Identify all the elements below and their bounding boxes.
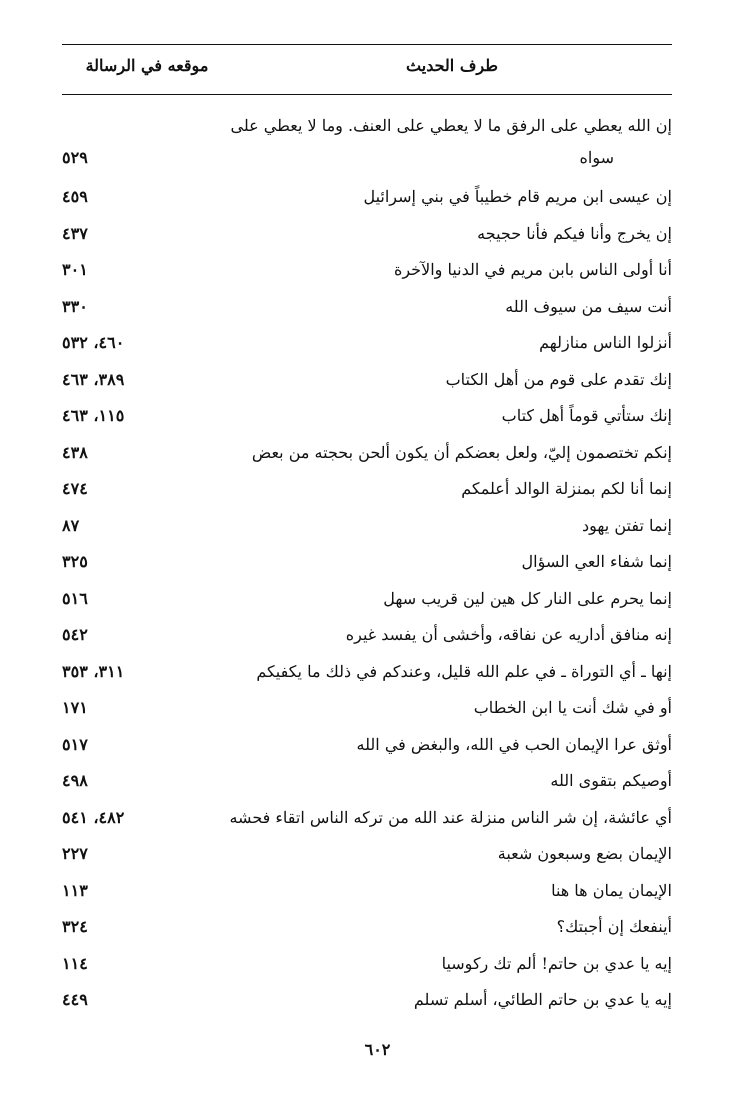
hadith-term: إن عيسى ابن مريم قام خطيباً في بني إسرائيل [363,187,672,206]
hadith-term: أنت سيف من سيوف الله [505,296,672,316]
table-row [62,508,672,545]
table-row [62,179,672,216]
hadith-location: ٨٧ [62,515,80,535]
hadith-term: إنك ستأتي قوماً أهل كتاب [501,406,672,425]
table-row [62,110,672,179]
hadith-location: ٥١٦ [62,588,88,608]
table-row [62,654,672,691]
hadith-term: إيه يا عدي بن حاتم! ألم تك ركوسيا [441,953,672,973]
hadith-location: ٣٨٩، ٤٦٣ [62,369,125,389]
location-column-header: موقعه في الرسالة [85,56,209,75]
hadith-term: أينفعك إن أجبتك؟ [556,917,672,936]
hadith-term: الإيمان يمان ها هنا [551,880,672,900]
table-header [62,56,672,88]
hadith-location: ٤٥٩ [62,187,88,206]
hadith-term: أنا أولى الناس بابن مريم في الدنيا والآخرة [393,260,672,279]
table-row [62,873,672,910]
table-row [62,727,672,764]
hadith-term: أو في شك أنت يا ابن الخطاب [473,698,672,717]
hadith-term: إيه يا عدي بن حاتم الطائي، أسلم تسلم [413,990,672,1009]
hadith-term: إن يخرج وأنا فيكم فأنا حجيجه [477,223,672,243]
hadith-term: إنما يحرم على النار كل هين لين قريب سهل [383,588,672,608]
table-row [62,982,672,1019]
term-column-header: طرف الحديث [406,56,498,75]
hadith-term: أوثق عرا الإيمان الحب في الله، والبغض في الله [356,734,672,754]
hadith-location: ٤٤٩ [62,990,88,1009]
hadith-location: ٣١١، ٣٥٣ [62,661,125,681]
page-number: ٦٠٢ [364,1040,391,1059]
table-row [62,471,672,508]
hadith-location: ٥٤٢ [62,625,88,644]
hadith-term: إنها ـ أي التوراة ـ في علم الله قليل، وعندكم في ذلك ما يكفيكم [256,661,672,681]
hadith-location: ٥٢٩ [62,148,88,167]
hadith-term: أنزلوا الناس منازلهم [539,333,672,352]
hadith-term: إنك تقدم على قوم من أهل الكتاب [445,369,672,389]
table-row [62,946,672,983]
hadith-location: ٤٣٨ [62,442,88,462]
hadith-location: ٢٢٧ [62,844,88,863]
table-row [62,690,672,727]
hadith-term: أوصيكم بتقوى الله [550,771,672,790]
hadith-location: ١٧١ [62,698,88,717]
hadith-location: ٥١٧ [62,734,88,754]
hadith-term [217,110,672,174]
hadith-location: ٣٣٠ [62,296,88,316]
table-row [62,216,672,253]
hadith-index-list [62,110,672,1019]
hadith-term: إنكم تختصمون إليّ، ولعل بعضكم أن يكون ألحن بحجته من بعض [251,442,672,462]
hadith-location: ١١٣ [62,880,88,900]
hadith-term: الإيمان بضع وسبعون شعبة [497,844,672,863]
table-row [62,398,672,435]
table-row [62,252,672,289]
hadith-location: ٤٨٢، ٥٤١ [62,807,125,827]
hadith-term: إنما شفاء العي السؤال [521,552,672,571]
table-row [62,581,672,618]
hadith-term: إنما أنا لكم بمنزلة الوالد أعلمكم [461,479,672,498]
hadith-term: إنما تفتن يهود [582,515,672,535]
table-row [62,800,672,837]
table-row [62,362,672,399]
hadith-location: ٤٣٧ [62,223,88,243]
hadith-location: ٤٩٨ [62,771,88,790]
table-row [62,763,672,800]
table-row [62,325,672,362]
table-row [62,909,672,946]
hadith-location: ٣٢٤ [62,917,88,936]
hadith-location: ٣٠١ [62,260,88,279]
hadith-location: ١١٥، ٤٦٣ [62,406,125,425]
table-row [62,836,672,873]
hadith-term-line-1: إن الله يعطي على الرفق ما لا يعطي على العنف. وما لا يعطي على [230,116,672,135]
hadith-location: ٤٧٤ [62,479,88,498]
hadith-term: إنه منافق أداريه عن نفاقه، وأخشى أن يفسد غيره [345,625,672,644]
hadith-location: ٣٢٥ [62,552,88,571]
table-row [62,617,672,654]
table-row [62,544,672,581]
hadith-location: ١١٤ [62,953,88,973]
hadith-term: أي عائشة، إن شر الناس منزلة عند الله من تركه الناس اتقاء فحشه [229,807,672,827]
hadith-term-line-2: سواه [579,148,614,167]
table-row [62,435,672,472]
hadith-location: ٤٦٠، ٥٣٢ [62,333,125,352]
header-bottom-rule [62,94,672,95]
table-row [62,289,672,326]
header-top-rule [62,44,672,45]
